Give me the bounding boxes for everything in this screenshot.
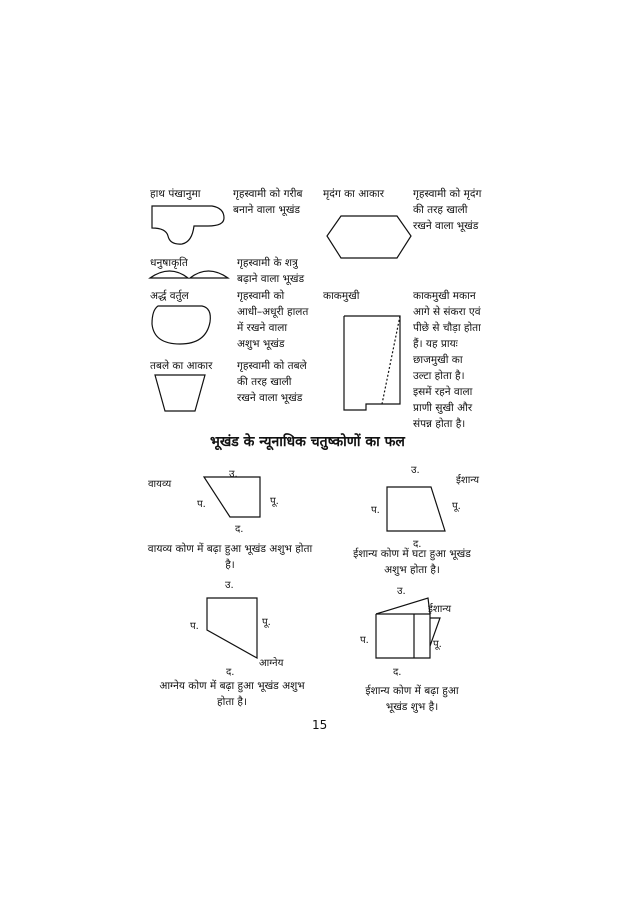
east-label: पू. bbox=[270, 496, 279, 507]
west-label: प. bbox=[360, 635, 369, 646]
section-heading: भूखंड के न्यूनाधिक चतुष्कोणों का फल bbox=[210, 434, 405, 450]
south-label: द. bbox=[226, 667, 235, 678]
shape-name-mridang: मृदंग का आकार bbox=[323, 188, 385, 200]
corner-label-ishanya: ईशान्य bbox=[456, 475, 480, 486]
hand-fan-shape bbox=[148, 204, 238, 248]
north-label: उ. bbox=[411, 465, 420, 476]
shape-desc-half-circle: गृहस्वामी को आधी–अधूरी हालत में रखने वाला अशुभ भूखंड bbox=[237, 290, 309, 350]
shape-desc-mridang: गृहस्वामी को मृदंग की तरह खाली रखने वाला भूखंड bbox=[413, 188, 482, 232]
west-label: प. bbox=[190, 621, 199, 632]
corner-label-vayavya: वायव्य bbox=[148, 479, 172, 490]
south-label: द. bbox=[235, 524, 244, 535]
figure-caption-ishanya-reduced: ईशान्य कोण में घटा हुआ भूखंड अशुभ होता है। bbox=[353, 548, 471, 576]
north-label: उ. bbox=[397, 586, 406, 597]
vayavya-plot-figure bbox=[200, 475, 270, 521]
figure-caption-vayavya: वायव्य कोण में बढ़ा हुआ भूखंड अशुभ होता है। bbox=[147, 543, 313, 571]
west-label: प. bbox=[371, 505, 380, 516]
page-number: 15 bbox=[312, 718, 328, 732]
agneya-plot-figure bbox=[205, 596, 265, 662]
ishanya-reduced-figure bbox=[385, 485, 465, 537]
shape-desc-bow: गृहस्वामी के शत्रु बढ़ाने वाला भूखंड bbox=[237, 257, 305, 285]
figure-caption-agneya: आग्नेय कोण में बढ़ा हुआ भूखंड अशुभ होता है। bbox=[159, 680, 305, 708]
shape-name-tabla: तबले का आकार bbox=[150, 360, 213, 372]
shape-desc-tabla: गृहस्वामी को तबले की तरह खाली रखने वाला भूखंड bbox=[237, 360, 307, 404]
shape-desc-hand-fan: गृहस्वामी को गरीब बनाने वाला भूखंड bbox=[233, 188, 303, 216]
shape-name-half-circle: अर्द्ध वर्तुल bbox=[150, 290, 189, 302]
shape-desc-kakmukhi: काकमुखी मकान आगे से संकरा एवं पीछे से चौड़ा होता हैं। यह प्रायः छाजमुखी का उल्टा होता है। इसमें रहने वाला प्राणी सुखी और संपन्न होता है। bbox=[413, 290, 481, 430]
north-label: उ. bbox=[225, 580, 234, 591]
kakmukhi-shape bbox=[338, 310, 408, 420]
mridang-shape bbox=[325, 212, 415, 264]
shape-name-bow: धनुषाकृति bbox=[150, 257, 188, 269]
east-label: पू. bbox=[262, 617, 271, 628]
half-circle-shape bbox=[148, 302, 218, 350]
east-label: पू. bbox=[452, 501, 461, 512]
corner-label-ishanya: ईशान्य bbox=[428, 604, 452, 615]
shape-name-kakmukhi: काकमुखी bbox=[323, 290, 360, 302]
ishanya-extended-figure bbox=[374, 596, 446, 664]
figure-caption-ishanya-extended: ईशान्य कोण में बढ़ा हुआ भूखंड शुभ है। bbox=[365, 685, 459, 713]
east-label: पू. bbox=[433, 639, 442, 650]
shape-name-hand-fan: हाथ पंखानुमा bbox=[150, 188, 201, 200]
west-label: प. bbox=[197, 499, 206, 510]
south-label: द. bbox=[413, 539, 422, 550]
bow-shape bbox=[148, 266, 238, 282]
tabla-shape bbox=[153, 373, 213, 413]
north-label: उ. bbox=[229, 469, 238, 480]
corner-label-agneya: आग्नेय bbox=[259, 658, 284, 669]
south-label: द. bbox=[393, 667, 402, 678]
